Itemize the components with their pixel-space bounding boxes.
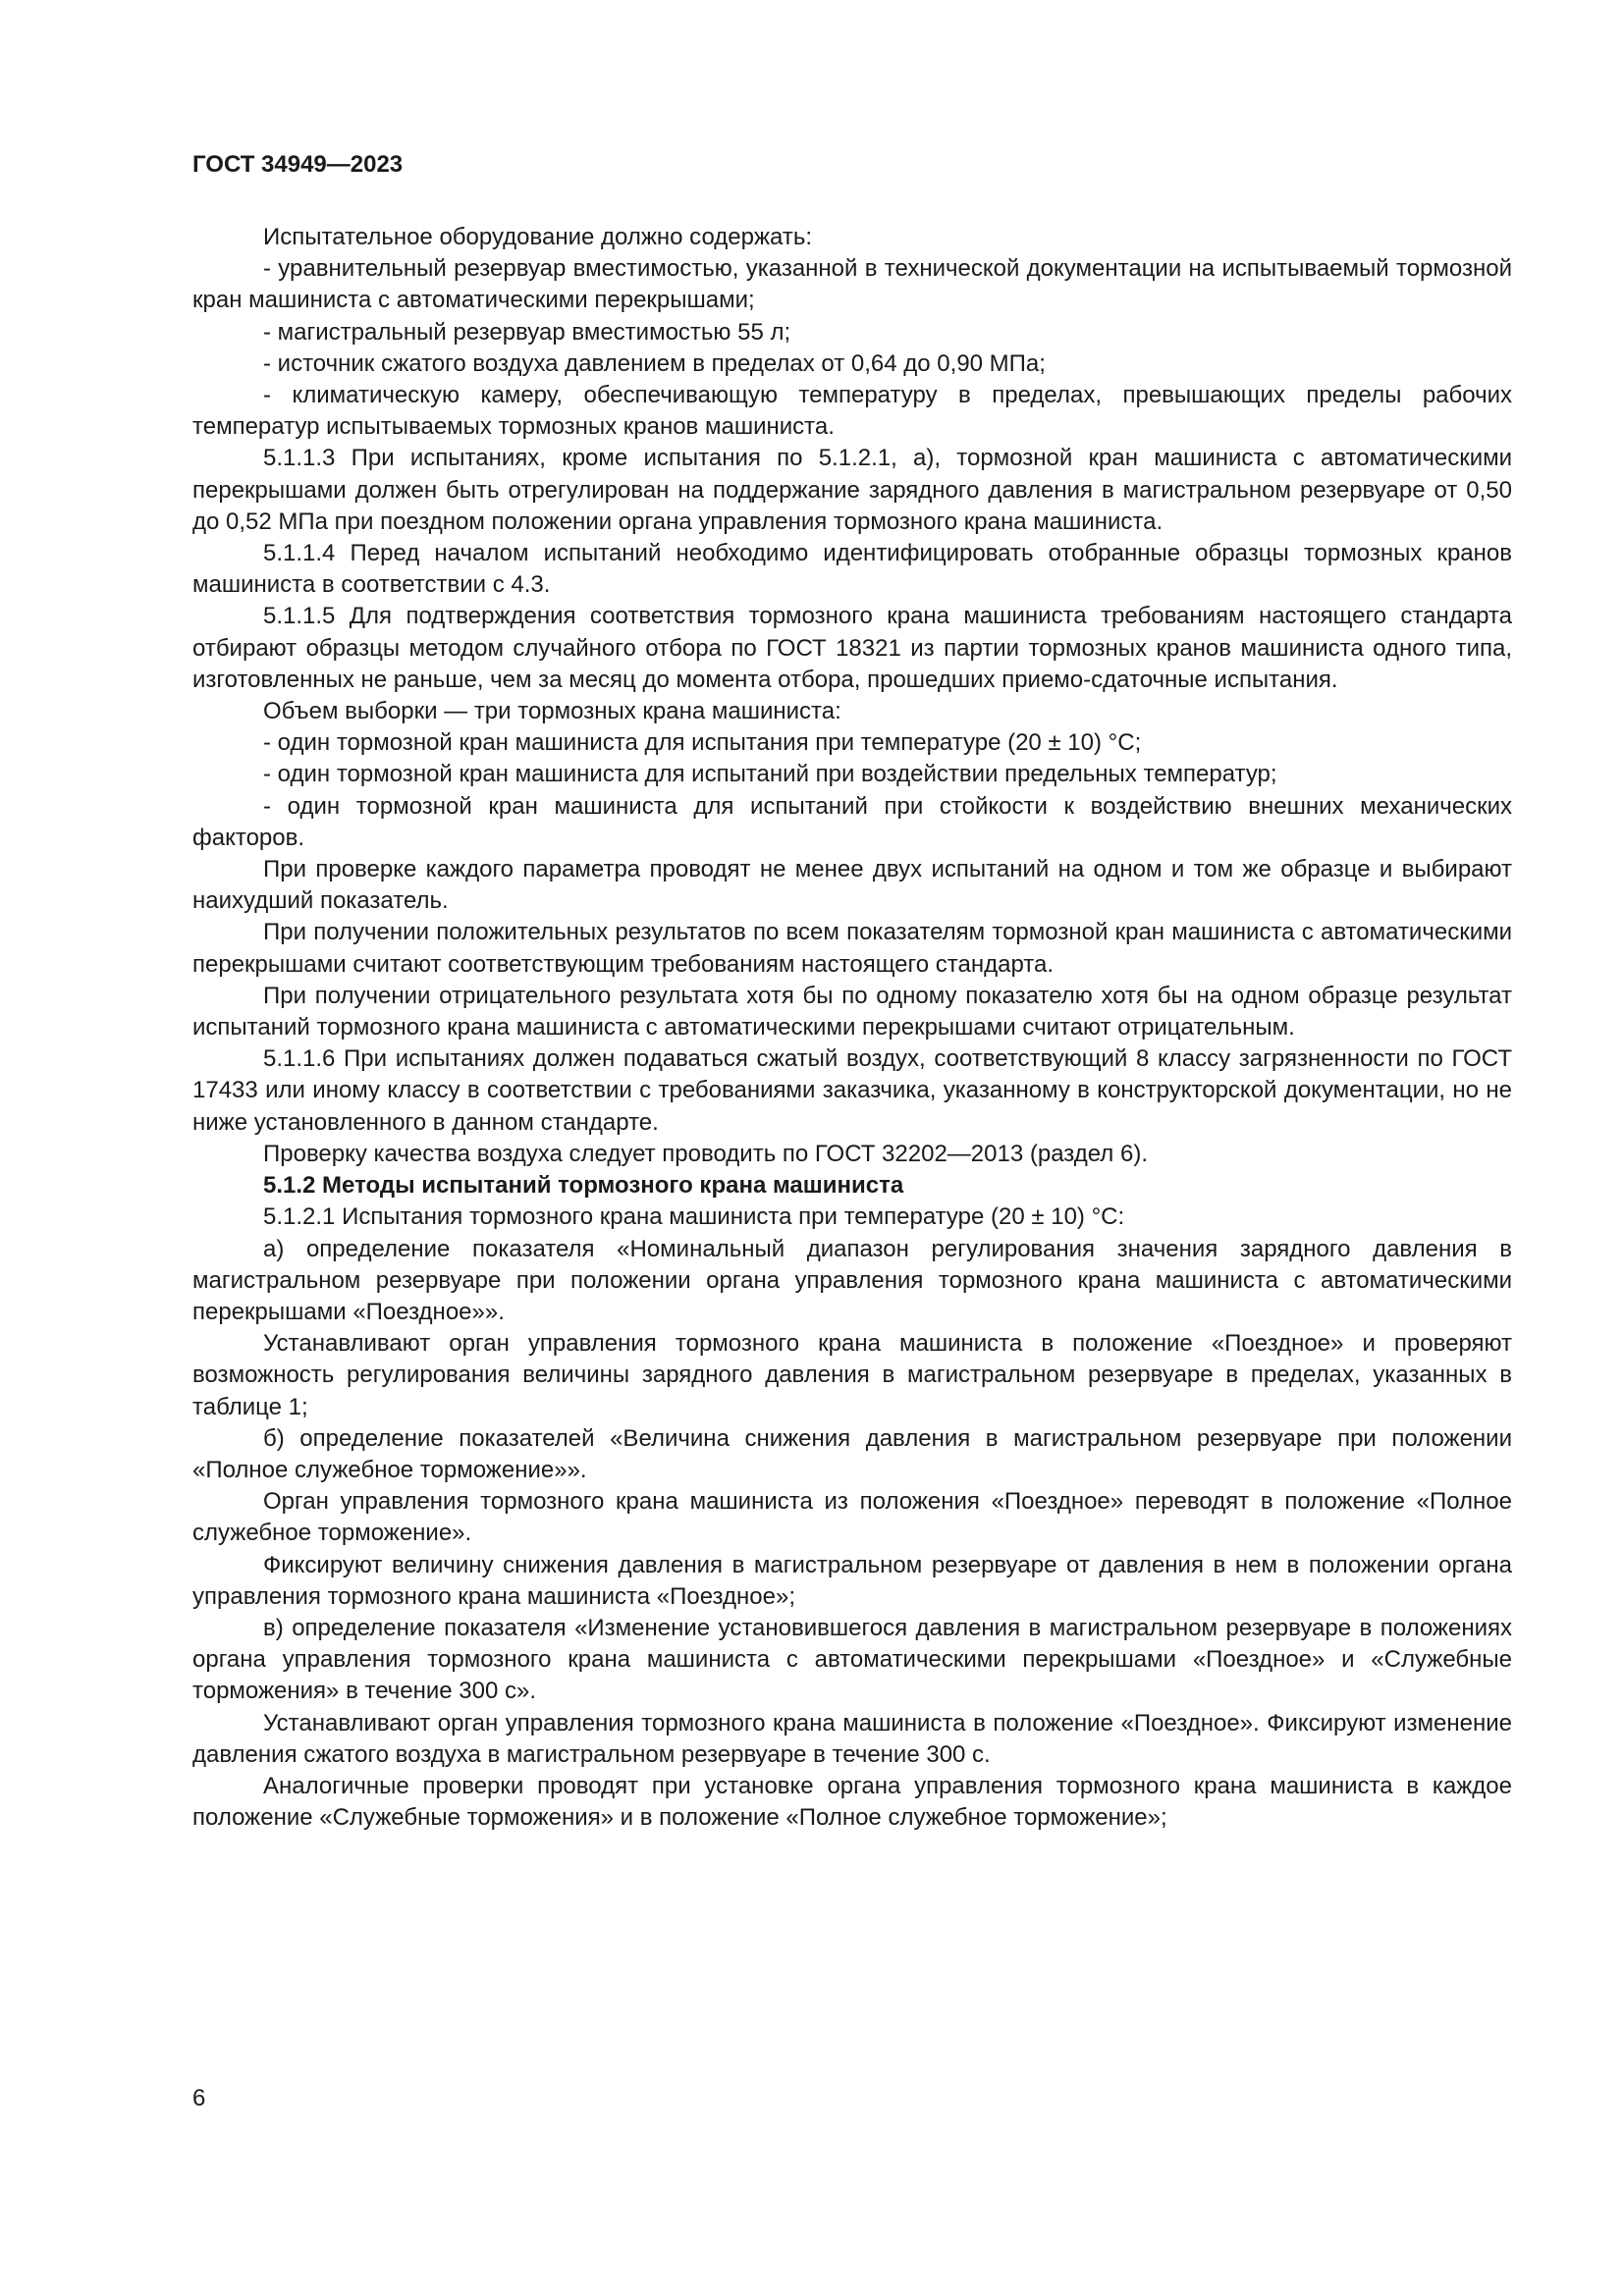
paragraph: - один тормозной кран машиниста для испытания при температуре (20 ± 10) °С; [263, 729, 1142, 757]
paragraph: - магистральный резервуар вместимостью 55 л; [263, 318, 791, 346]
paragraph: б) определение показателей «Величина снижения давления в магистральном резервуаре при положении «Полное служебное торможение»». [192, 1424, 1512, 1483]
paragraph: 5.1.1.4 Перед началом испытаний необходимо идентифицировать отобранные образцы тормозных кранов машиниста в соответствии с 4.3. [192, 540, 1512, 599]
paragraph: Орган управления тормозного крана машиниста из положения «Поездное» переводят в положение «Полное служебное торможение». [192, 1488, 1512, 1547]
section-heading: 5.1.2 Методы испытаний тормозного крана машиниста [263, 1172, 904, 1200]
paragraph: 5.1.1.6 При испытаниях должен подаваться сжатый воздух, соответствующий 8 классу загрязненности по ГОСТ 17433 или иному классу в соответствии с требованиями заказчика, указанному в конструкторской документации, но не ниже установленного в данном стандарте. [192, 1045, 1512, 1136]
paragraph: - один тормозной кран машиниста для испытаний при стойкости к воздействию внешних механических факторов. [192, 792, 1512, 851]
paragraph: а) определение показателя «Номинальный диапазон регулирования значения зарядного давления в магистральном резервуаре при положении органа управления тормозного крана машиниста с автоматическими перекрышами «Поездное»». [192, 1235, 1512, 1325]
paragraph: Фиксируют величину снижения давления в магистральном резервуаре от давления в нем в положении органа управления тормозного крана машиниста «Поездное»; [192, 1551, 1512, 1610]
paragraph: Устанавливают орган управления тормозного крана машиниста в положение «Поездное». Фиксируют изменение давления сжатого воздуха в магистральном резервуаре в течение 300 с. [192, 1709, 1512, 1768]
paragraph: Аналогичные проверки проводят при установке органа управления тормозного крана машиниста в каждое положение «Служебные торможения» и в положение «Полное служебное торможение»; [192, 1772, 1512, 1832]
paragraph: - климатическую камеру, обеспечивающую температуру в пределах, превышающих пределы рабочих температур испытываемых тормозных кранов машиниста. [192, 382, 1512, 441]
paragraph: При проверке каждого параметра проводят не менее двух испытаний на одном и том же образце и выбирают наихудший показатель. [192, 856, 1512, 915]
document-header: ГОСТ 34949—2023 [192, 151, 404, 178]
page-number: 6 [192, 2085, 206, 2111]
paragraph: Объем выборки — три тормозных крана машиниста: [263, 698, 841, 725]
paragraph: - уравнительный резервуар вместимостью, указанной в технической документации на испытываемый тормозной кран машиниста с автоматическими перекрышами; [192, 255, 1512, 314]
paragraph: Устанавливают орган управления тормозного крана машиниста в положение «Поездное» и проверяют возможность регулирования величины зарядного давления в магистральном резервуаре в пределах, указанных в таблице 1; [192, 1330, 1512, 1420]
paragraph: 5.1.1.5 Для подтверждения соответствия тормозного крана машиниста требованиям настоящего стандарта отбирают образцы методом случайного отбора по ГОСТ 18321 из партии тормозных кранов машиниста одного типа, изготовленных не раньше, чем за месяц до момента отбора, прошедших приемо-сдаточные испытания. [192, 603, 1512, 693]
paragraph: - источник сжатого воздуха давлением в пределах от 0,64 до 0,90 МПа; [263, 349, 1046, 377]
paragraph: Испытательное оборудование должно содержать: [263, 224, 812, 250]
paragraph: - один тормозной кран машиниста для испытаний при воздействии предельных температур; [263, 761, 1277, 788]
paragraph: При получении отрицательного результата хотя бы по одному показателю хотя бы на одном образце результат испытаний тормозного крана машиниста с автоматическими перекрышами считают отрицательным. [192, 982, 1512, 1041]
paragraph: в) определение показателя «Изменение установившегося давления в магистральном резервуаре в положениях органа управления тормозного крана машиниста с автоматическими перекрышами «Поездное» и «Служебные торможения» в течение 300 с». [192, 1614, 1512, 1705]
paragraph: 5.1.1.3 При испытаниях, кроме испытания по 5.1.2.1, а), тормозной кран машиниста с автоматическими перекрышами должен быть отрегулирован на поддержание зарядного давления в магистральном резервуаре от 0,50 до 0,52 МПа при поездном положении органа управления тормозного крана машиниста. [192, 445, 1512, 535]
document-body [192, 222, 1512, 1834]
paragraph: Проверку качества воздуха следует проводить по ГОСТ 32202—2013 (раздел 6). [263, 1140, 1148, 1167]
paragraph: 5.1.2.1 Испытания тормозного крана машиниста при температуре (20 ± 10) °С: [263, 1203, 1125, 1231]
paragraph: При получении положительных результатов по всем показателям тормозной кран машиниста с автоматическими перекрышами считают соответствующим требованиям настоящего стандарта. [192, 919, 1512, 978]
